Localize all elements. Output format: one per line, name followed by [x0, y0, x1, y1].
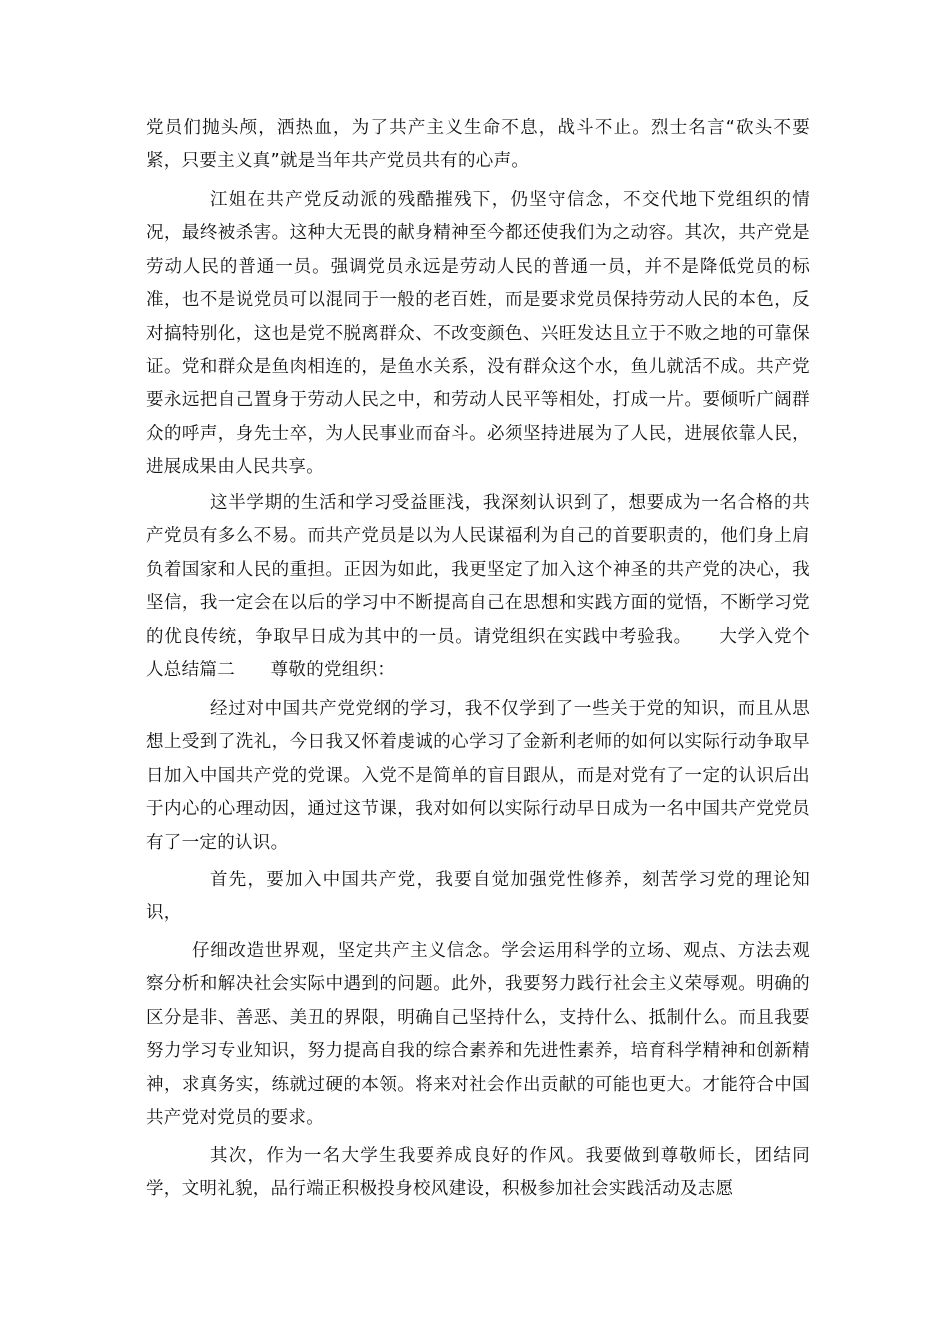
paragraph-1: 党员们抛头颅，洒热血，为了共产主义生命不息，战斗不止。烈士名言“砍头不要紧，只要主义真”就是当年共产党员共有的心声。 — [146, 118, 810, 172]
paragraph-4: 经过对中国共产党党纲的学习，我不仅学到了一些关于党的知识，而且从思想上受到了洗礼，今日我又怀着虔诚的心学习了金新利老师的如何以实际行动争取早日加入中国共产党的党课。入党不是简单的盲目跟从，而是对党有了一定的认识后出于内心的心理动因，通过这节课，我对如何以实际行动早日成为一名中国共产党党员有了一定的认识。 — [146, 699, 810, 853]
paragraph-7: 其次，作为一名大学生我要养成良好的作风。我要做到尊敬师长，团结同学，文明礼貌，品行端正积极投身校风建设，积极参加社会实践活动及志愿 — [146, 1146, 810, 1200]
paragraph-6: 仔细改造世界观，坚定共产主义信念。学会运用科学的立场、观点、方法去观察分析和解决社会实际中遇到的问题。此外，我要努力践行社会主义荣辱观。明确的区分是非、善恶、美丑的界限，明确自己坚持什么，支持什么、抵制什么。而且我要努力学习专业知识，努力提高自我的综合素养和先进性素养，培育科学精神和创新精神，求真务实，练就过硬的本领。将来对社会作出贡献的可能也更大。才能符合中国共产党对党员的要求。 — [146, 941, 810, 1129]
paragraph-2: 江姐在共产党反动派的残酷摧残下，仍坚守信念，不交代地下党组织的情况，最终被杀害。这种大无畏的献身精神至今都还使我们为之动容。其次，共产党是劳动人民的普通一员。强调党员永远是劳动人民的普通一员，并不是降低党员的标准，也不是说党员可以混同于一般的老百姓，而是要求党员保持劳动人民的本色，反对搞特别化，这也是党不脱离群众、不改变颜色、兴旺发达且立于不败之地的可靠保证。党和群众是鱼肉相连的，是鱼水关系，没有群众这个水，鱼儿就活不成。共产党要永远把自己置身于劳动人民之中，和劳动人民平等相处，打成一片。要倾听广阔群众的呼声，身先士卒，为人民事业而奋斗。必须坚持进展为了人民，进展依靠人民，进展成果由人民共享。 — [146, 190, 810, 478]
paragraph-5: 首先，要加入中国共产党，我要自觉加强党性修养，刻苦学习党的理论知识， — [146, 870, 810, 924]
paragraph-3: 这半学期的生活和学习受益匪浅，我深刻认识到了，想要成为一名合格的共产党员有多么不易。而共产党员是以为人民谋福利为自己的首要职责的，他们身上肩负着国家和人民的重担。正因为如此，我更坚定了加入这个神圣的共产党的决心，我坚信，我一定会在以后的学习中不断提高自己在思想和实践方面的觉悟，不断学习党的优良传统，争取早日成为其中的一员。请党组织在实践中考验我。 大学入党个人总结篇二 尊敬的党组织： — [146, 493, 810, 681]
